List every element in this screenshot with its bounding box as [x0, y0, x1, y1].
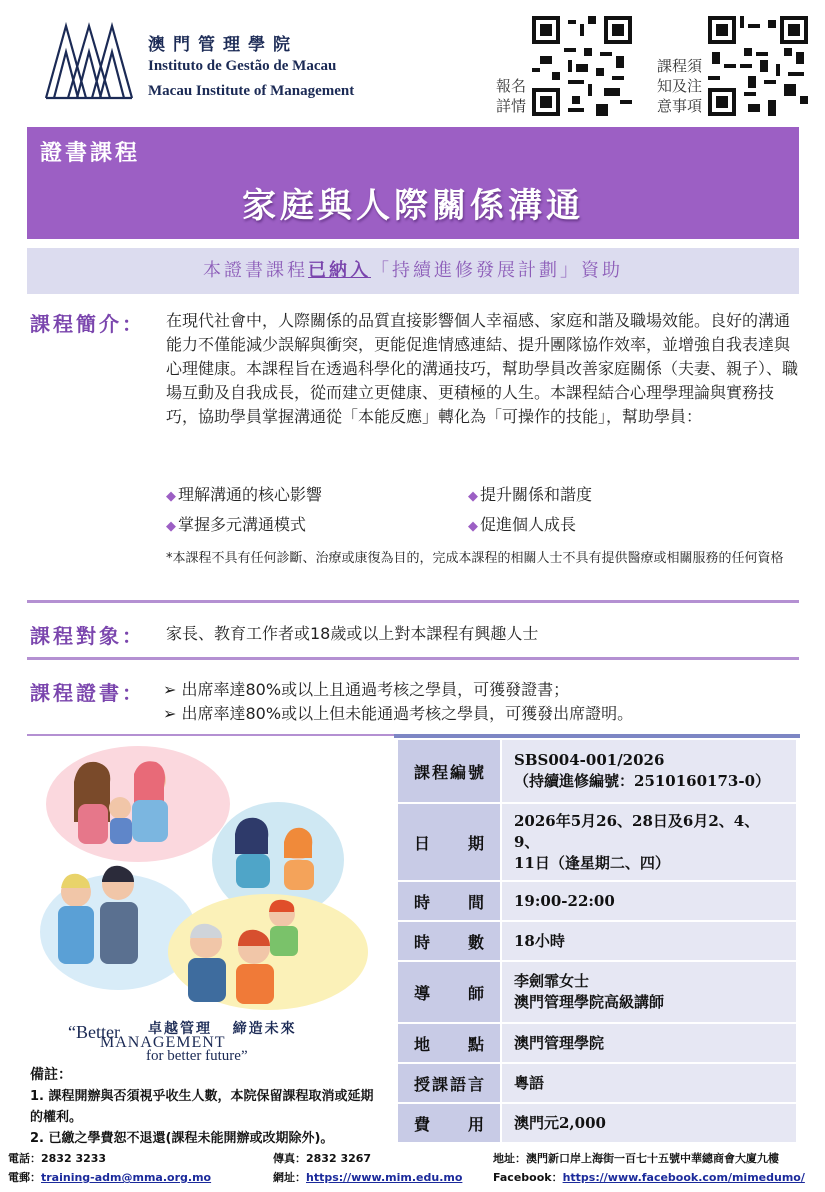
diamond-icon: ◆	[468, 519, 478, 534]
section-divider	[27, 600, 799, 603]
email-link[interactable]: training-adm@mma.org.mo	[41, 1171, 212, 1184]
time-value: 19:00-22:00	[501, 881, 797, 921]
course-category: 證書課程	[40, 141, 141, 166]
footer-web: 網址：https://www.mim.edu.mo	[273, 1171, 463, 1184]
diamond-icon: ◆	[468, 489, 478, 504]
table-row	[397, 803, 797, 881]
funding-banner	[27, 248, 799, 294]
language-label: 授課語言	[397, 1063, 501, 1103]
hours-label: 時數	[397, 921, 501, 961]
institute-name-zh: 澳門管理學院	[148, 35, 298, 55]
slogan-en-2: MANAGEMENT	[100, 1034, 226, 1051]
footer-tel: 電話：2832 3233	[8, 1152, 107, 1165]
section-divider	[27, 657, 799, 660]
qr-registration-label: 報名詳情	[495, 77, 526, 115]
table-row	[397, 881, 797, 921]
qr-notes-label: 課程須知及注意事項	[656, 57, 702, 115]
disclaimer-note: *本課程不具有任何診斷、治療或康復為目的，完成本課程的相關人士不具有提供醫療或相關服務的任何資格	[166, 551, 784, 566]
website-link[interactable]: https://www.mim.edu.mo	[306, 1171, 463, 1184]
facebook-link[interactable]: https://www.facebook.com/mimedumo/	[562, 1171, 805, 1184]
table-row	[397, 1063, 797, 1103]
qr-code-notes[interactable]	[708, 16, 808, 116]
institute-name-en: Macau Institute of Management	[148, 83, 355, 99]
footer-fax: 傳真：2832 3267	[273, 1152, 372, 1165]
funding-highlight: 已納入	[308, 260, 371, 281]
code-value: SBS004-001/2026 （持續進修編號：2510160173-0）	[501, 739, 797, 803]
diamond-icon: ◆	[166, 519, 176, 534]
code-label: 課程編號	[397, 739, 501, 803]
slogan-en-1: “Better	[68, 1022, 120, 1042]
table-row	[397, 1023, 797, 1063]
mim-logo	[44, 20, 134, 100]
venue-value: 澳門管理學院	[501, 1023, 797, 1063]
certificate-label: 課程證書：	[30, 681, 145, 705]
table-row	[397, 1103, 797, 1143]
remarks-title: 備註：	[30, 1067, 72, 1083]
remarks-item: 1. 課程開辦與否須視乎收生人數，本院保留課程取消或延期的權利。	[30, 1089, 374, 1125]
language-value: 粵語	[501, 1063, 797, 1103]
table-row	[397, 961, 797, 1023]
time-label: 時間	[397, 881, 501, 921]
tutor-value: 李劍霏女士 澳門管理學院高級講師	[501, 961, 797, 1023]
slogan-en-3: for better future”	[146, 1048, 248, 1064]
hours-value: 18小時	[501, 921, 797, 961]
date-value: 2026年5月26、28日及6月2、4、9、 11日（逢星期二、四）	[501, 803, 797, 881]
diamond-icon: ◆	[166, 489, 176, 504]
venue-label: 地點	[397, 1023, 501, 1063]
remarks-list	[30, 1086, 386, 1149]
funding-prefix: 本證書課程	[203, 260, 308, 281]
audience-text: 家長、教育工作者或18歲或以上對本課程有興趣人士	[166, 624, 539, 643]
certificate-item: ➢ 出席率達80%或以上但未能通過考核之學員，可獲發出席證明。	[163, 704, 634, 723]
bullet-item: ◆ 理解溝通的核心影響	[166, 485, 323, 504]
bullet-item: ◆ 促進個人成長	[468, 515, 577, 534]
tutor-label: 導師	[397, 961, 501, 1023]
footer-address: 地址：澳門新口岸上海街一百七十五號中華總商會大廈九樓	[493, 1152, 779, 1165]
arrow-icon: ➢	[163, 680, 182, 699]
institute-name-pt: Instituto de Gestão de Macau	[148, 58, 337, 74]
audience-label: 課程對象：	[30, 624, 145, 648]
fee-label: 費用	[397, 1103, 501, 1143]
details-table	[396, 738, 798, 1144]
footer-facebook: Facebook：https://www.facebook.com/mimedumo/	[493, 1171, 805, 1184]
table-row	[397, 739, 797, 803]
date-label: 日期	[397, 803, 501, 881]
qr-code-registration[interactable]	[532, 16, 632, 116]
remarks-item: 2. 已繳之學費恕不退還(課程未能開辦或改期除外)。	[30, 1131, 334, 1146]
bullet-item: ◆ 掌握多元溝通模式	[166, 515, 307, 534]
fee-value: 澳門元2,000	[501, 1103, 797, 1143]
intro-text: 在現代社會中，人際關係的品質直接影響個人幸福感、家庭和諧及職場效能。良好的溝通能力不僅能減少誤解與衝突，更能促進情感連結、提升團隊協作效率，並增強自我表達與心理健康。本課程旨在透過科學化的溝通技巧，幫助學員改善家庭關係（夫妻、親子）、職場互動及自我成長，從而建立更健康、更積極的人生。本課程結合心理學理論與實務技巧，協助學員掌握溝通從「本能反應」轉化為「可操作的技能」，幫助學員：	[166, 311, 799, 426]
family-illustration	[30, 742, 380, 1012]
slogan-zh: 卓越管理 締造未來	[148, 1021, 297, 1037]
table-row	[397, 921, 797, 961]
bullet-item: ◆ 提升關係和諧度	[468, 485, 593, 504]
arrow-icon: ➢	[163, 704, 182, 723]
course-title: 家庭與人際關係溝通	[242, 186, 584, 226]
funding-suffix: 「持續進修發展計劃」資助	[371, 260, 623, 281]
certificate-item: ➢ 出席率達80%或以上且通過考核之學員，可獲發證書；	[163, 680, 570, 699]
footer-email: 電郵：training-adm@mma.org.mo	[8, 1171, 212, 1184]
intro-label: 課程簡介：	[30, 312, 145, 336]
